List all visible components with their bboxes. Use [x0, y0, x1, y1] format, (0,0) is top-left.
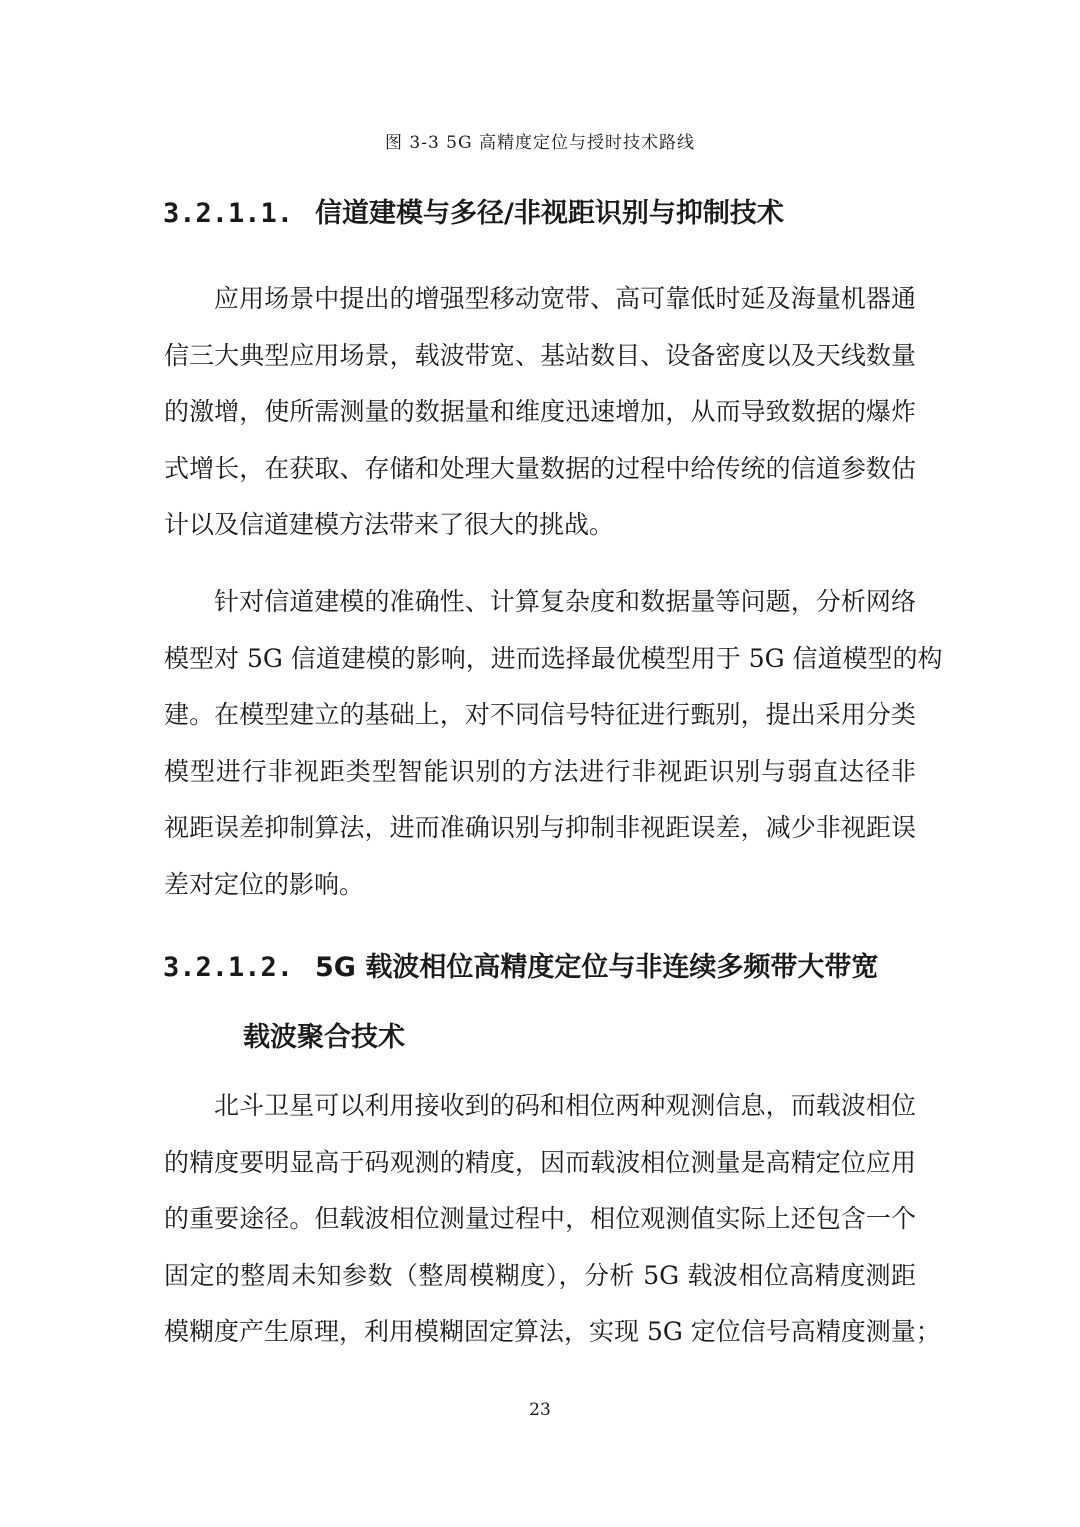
paragraph-line: 模型对 5G 信道建模的影响，进而选择最优模型用于 5G 信道模型的构: [164, 643, 943, 673]
paragraph-channel-modeling-intro: [164, 271, 916, 554]
paragraph-line: 式增长，在获取、存储和处理大量数据的过程中给传统的信道参数估: [164, 453, 916, 483]
paragraph-line: 计以及信道建模方法带来了很大的挑战。: [164, 510, 615, 539]
paragraph-line: 建。在模型建立的基础上，对不同信号特征进行甄别，提出采用分类: [164, 700, 916, 729]
paragraph-line: 视距误差抑制算法，进而准确识别与抑制非视距误差，减少非视距误: [164, 813, 916, 842]
section-title-line2: 载波聚合技术: [243, 1022, 405, 1053]
page-number: 23: [529, 1400, 551, 1420]
paragraph-line: 固定的整周未知参数（整周模糊度），分析 5G 载波相位高精度测距: [164, 1260, 916, 1290]
paragraph-nlos-identification: [164, 574, 943, 913]
section-heading-3-2-1-2: [163, 950, 933, 1056]
paragraph-line: 的激增，使所需测量的数据量和维度迅速增加，从而导致数据的爆炸: [164, 397, 916, 426]
paragraph-line: 模糊度产生原理，利用模糊固定算法，实现 5G 定位信号高精度测量；: [164, 1317, 941, 1346]
paragraph-line: 模型进行非视距类型智能识别的方法进行非视距识别与弱直达径非: [164, 756, 916, 786]
section-heading-3-2-1-1: [163, 196, 933, 232]
paragraph-line: 信三大典型应用场景，载波带宽、基站数目、设备密度以及天线数量: [164, 340, 916, 370]
figure-caption: 图 3-3 5G 高精度定位与授时技术路线: [385, 133, 695, 153]
paragraph-line: 北斗卫星可以利用接收到的码和相位两种观测信息，而载波相位: [214, 1091, 916, 1120]
section-number: 3.2.1.2.: [163, 952, 294, 983]
paragraph-carrier-phase: [164, 1078, 941, 1361]
section-title-line1: 5G 载波相位高精度定位与非连续多频带大带宽: [315, 952, 879, 983]
paragraph-line: 的重要途径。但载波相位测量过程中，相位观测值实际上还包含一个: [164, 1204, 916, 1233]
paragraph-line: 应用场景中提出的增强型移动宽带、高可靠低时延及海量机器通: [214, 284, 916, 313]
paragraph-line: 的精度要明显高于码观测的精度，因而载波相位测量是高精定位应用: [164, 1147, 916, 1177]
section-title: 信道建模与多径/非视距识别与抑制技术: [315, 198, 784, 229]
section-number: 3.2.1.1.: [163, 198, 294, 229]
paragraph-line: 差对定位的影响。: [164, 869, 365, 899]
paragraph-line: 针对信道建模的准确性、计算复杂度和数据量等问题，分析网络: [214, 587, 916, 616]
